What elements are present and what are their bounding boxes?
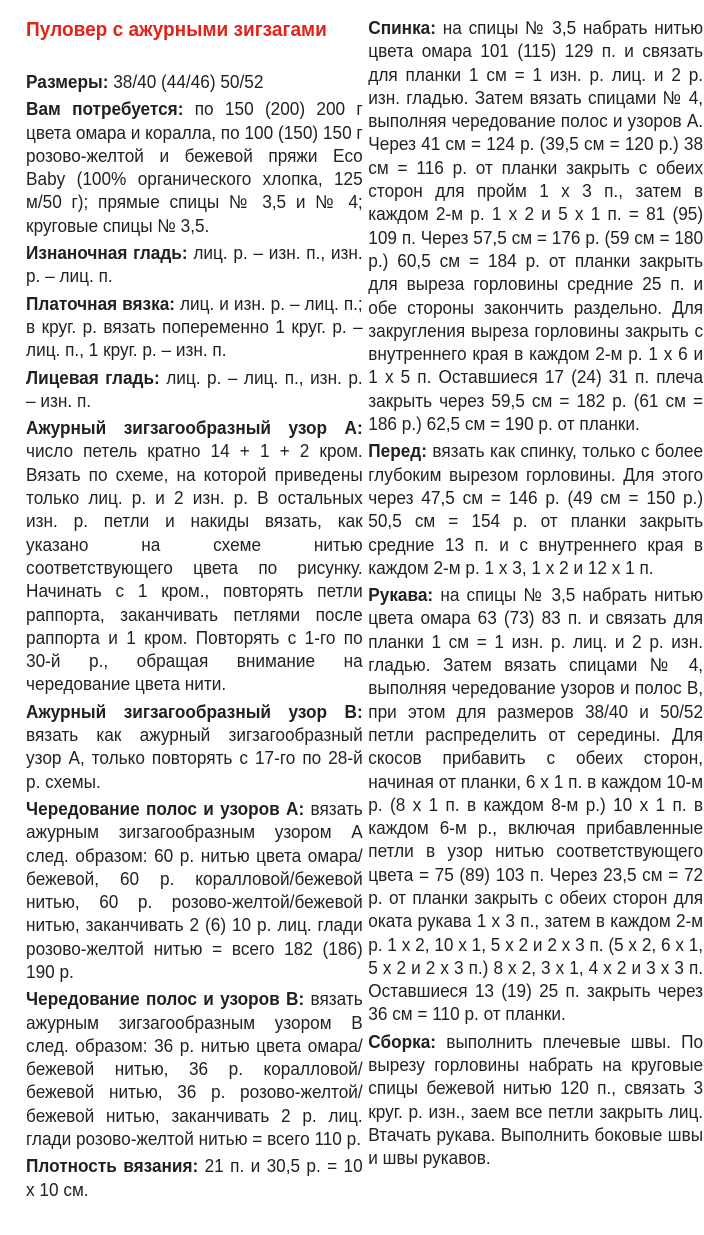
left-paragraph <box>26 292 363 362</box>
left-paragraph <box>26 70 363 93</box>
paragraph-text: вязать как ажурный зигзагообразный узор A, только повторять с 17-го по 28-й р. схемы. <box>26 724 363 792</box>
paragraph-text: вязать ажурным зигзагообразным узором B след. образом: 36 р. нитью цвета омара/бежевой нитью, 36 р. коралловой/бежевой нитью, 36 р. розово-желтой/бежевой нитью, заканчивать 2 р. лиц. глади розово-желтой нитью = всего 110 р. <box>26 988 363 1150</box>
paragraph-label: Сборка: <box>368 1030 437 1052</box>
paragraph-label: Платочная вязка: <box>26 292 176 314</box>
paragraph-text: на спицы № 3,5 набрать нитью цвета омара 101 (115) 129 п. и связать для планки 1 см = 1 изн. р. лиц. и 2 р. изн. гладью. Затем вязать спицами № 4, выполняя чередование полос и узоров A. Через 41 см = 124 р. (39,5 см = 120 р.) 38 см = 116 р. от планки закрыть с обеих сторон для пройм 1 х 3 п., затем в каждом 2-м р. 1 х 2 и 5 х 1 п. = 81 (95) 109 п. Через 57,5 см = 176 р. (59 см = 180 р.) 60,5 см = 184 р. от планки закрыть для выреза горловины средние 25 п. и обе стороны закончить раздельно. Для закругления выреза горловины закрыть с внутреннего края в каждом 2-м р. 1 х 6 и 1 х 5 п. Оставшиеся 17 (24) 31 п. плеча закрыть через 59,5 см = 182 р. (61 см = 186 р.) 62,5 см = 190 р. от планки. <box>368 17 704 435</box>
paragraph-text: вязать ажурным зигзагообразным узором A след. образом: 60 р. нитью цвета омара/бежевой, 60 р. коралловой/бежевой нитью, 60 р. розово-желтой/бежевой нитью, заканчивать 2 (6) 10 р. лиц. глади розово-желтой нитью = всего 182 (186) 190 р. <box>26 797 363 982</box>
paragraph-text: лиц. р. – лиц. п., изн. р. – изн. п. <box>26 366 363 411</box>
paragraph-text: выполнить плечевые швы. По вырезу горловины набрать на круговые спицы бежевой нитью 120 п., связать 3 круг. р. изн., заем все петли закрыть лиц. Втачать рукава. Выполнить боковые швы и швы рукавов. <box>368 1030 704 1169</box>
left-paragraphs <box>26 70 363 1201</box>
paragraph-label: Чередование полос и узоров A: <box>26 797 305 819</box>
left-paragraph <box>26 241 363 288</box>
right-paragraph <box>368 16 703 435</box>
paragraph-label: Чередование полос и узоров B: <box>26 988 305 1010</box>
right-column <box>368 16 703 1174</box>
paragraph-text: лиц. и изн. р. – лиц. п.; в круг. р. вязать попеременно 1 круг. р. – лиц. п., 1 круг. р. – изн. п. <box>26 292 363 361</box>
paragraph-label: Размеры: <box>26 71 109 92</box>
paragraph-text: вязать как спинку, только с более глубоким вырезом горловины. Для этого через 47,5 см = 146 р. (49 см = 150 р.) 50,5 см = 154 р. от планки закрыть средние 13 п. и с внутреннего края в каждом 2-м р. 1 х 3, 1 х 2 и 12 х 1 п. <box>368 440 704 578</box>
right-paragraph <box>368 1030 703 1170</box>
left-paragraph <box>26 987 363 1150</box>
right-paragraph <box>368 439 703 579</box>
right-paragraph <box>368 583 703 1026</box>
paragraph-text: 21 п. и 30,5 р. = 10 х 10 см. <box>26 1155 363 1200</box>
paragraph-label: Ажурный зигзагообразный узор A: <box>26 417 363 439</box>
paragraph-label: Плотность вязания: <box>26 1155 199 1177</box>
paragraph-label: Вам потребуется: <box>26 98 184 120</box>
paragraph-label: Перед: <box>368 440 427 462</box>
left-paragraph <box>26 366 363 413</box>
paragraph-label: Спинка: <box>368 17 436 38</box>
left-paragraph <box>26 97 363 237</box>
left-paragraph <box>26 416 363 696</box>
paragraph-label: Лицевая гладь: <box>26 366 160 388</box>
left-paragraph <box>26 797 363 983</box>
right-paragraphs <box>368 16 703 1170</box>
paragraph-text: число петель кратно 14 + 1 + 2 кром. Вязать по схеме, на которой приведены только лиц. р. и 2 изн. р. В остальных изн. р. петли и накиды вязать, как указано на схеме нитью соответствующего цвета по рисунку. Начинать с 1 кром., повторять петли раппорта, заканчивать петлями после раппорта и 1 кром. Повторять с 1-го по 30-й р., обращая внимание на чередование цвета нити. <box>26 440 363 695</box>
paragraph-label: Ажурный зигзагообразный узор B: <box>26 700 363 722</box>
paragraph-label: Изнаночная гладь: <box>26 242 188 264</box>
paragraph-text: 38/40 (44/46) 50/52 <box>108 71 264 92</box>
left-paragraph <box>26 1154 363 1201</box>
article-title: Пуловер с ажурными зигзагами <box>26 18 327 41</box>
paragraph-text: по 150 (200) 200 г цвета омара и коралла, по 100 (150) 150 г розово-желтой и бежевой пряжи Eco Baby (100% органического хлопка, 125 м/50 г); прямые спицы № 3,5 и № 4; круговые спицы № 3,5. <box>26 98 363 236</box>
paragraph-text: лиц. р. – изн. п., изн. р. – лиц. п. <box>26 242 363 287</box>
left-column <box>26 16 363 1205</box>
paragraph-text: на спицы № 3,5 набрать нитью цвета омара 63 (73) 83 п. и связать для планки 1 см = 1 изн. р. лиц. и 2 р. изн. гладью. Затем вязать спицами № 4, выполняя чередование узоров и полос B, при этом для размеров 38/40 и 50/52 петли распределить от середины. Для скосов прибавить с обеих сторон, начиная от планки, 6 х 1 п. в каждом 10-м р. (8 х 1 п. в каждом 8-м р.) 10 х 1 п. в каждом 6-м р., включая прибавленные петли в узор нитью соответствующего цвета = 75 (89) 103 п. Через 23,5 см = 72 р. от планки закрыть с обеих сторон для оката рукава 1 х 3 п., затем в каждом 2-м р. 1 х 2, 10 х 1, 5 х 2 и 2 х 3 п. (5 х 2, 6 х 1, 5 х 2 и 2 х 3 п.) 8 х 2, 3 х 1, 4 х 2 и 3 х 3 п. Оставшиеся 13 (19) 25 п. закрыть через 36 см = 110 р. от планки. <box>368 584 704 1025</box>
left-paragraph <box>26 700 363 793</box>
paragraph-label: Рукава: <box>368 584 434 606</box>
